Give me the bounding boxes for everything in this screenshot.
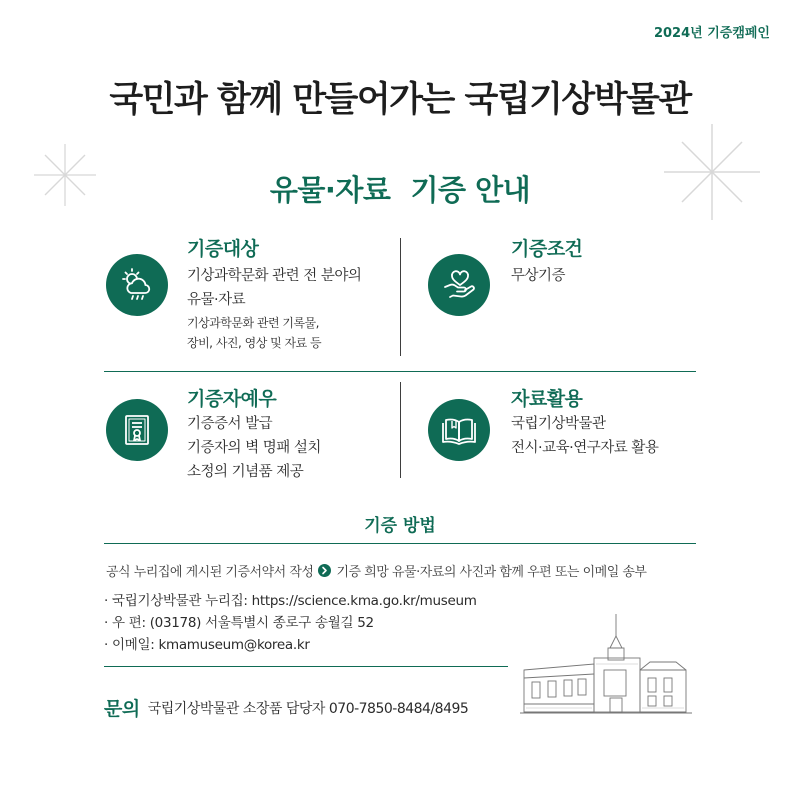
benefit-line: 소정의 기념품 제공 bbox=[187, 464, 304, 480]
method-step-2: 기증 희망 유물·자료의 사진과 함께 우편 또는 이메일 송부 bbox=[336, 565, 647, 580]
contact-text: 국립기상박물관 소장품 담당자 070-7850-8484/8495 bbox=[147, 700, 469, 717]
heart-hand-icon bbox=[428, 254, 490, 316]
target-subline: 장비, 사진, 영상 및 자료 등 bbox=[187, 336, 322, 350]
method-step-1: 공식 누리집에 게시된 기증서약서 작성 bbox=[106, 565, 314, 580]
method-info-list bbox=[104, 590, 477, 656]
museum-building-icon bbox=[520, 612, 692, 716]
weather-icon bbox=[106, 254, 168, 316]
campaign-tag: 2024년 기증캠페인 bbox=[653, 26, 770, 41]
usage-text bbox=[511, 412, 658, 460]
method-flow bbox=[106, 561, 647, 580]
target-line: 유물·자료 bbox=[187, 292, 246, 308]
usage-line: 전시·교육·연구자료 활용 bbox=[511, 440, 659, 456]
contact-label: 문의 bbox=[104, 698, 140, 720]
section-title-target: 기증대상 bbox=[187, 238, 259, 260]
usage-line: 국립기상박물관 bbox=[511, 416, 606, 432]
info-email[interactable]: · 이메일: kmamuseum@korea.kr bbox=[104, 637, 310, 653]
condition-line: 무상기증 bbox=[511, 268, 566, 284]
page-title: 국민과 함께 만들어가는 국립기상박물관 bbox=[109, 80, 691, 120]
divider-method bbox=[104, 543, 696, 544]
section-title-benefit: 기증자예우 bbox=[187, 388, 277, 410]
subtitle bbox=[0, 168, 800, 209]
target-line: 기상과학문화 관련 전 분야의 bbox=[187, 268, 362, 284]
divider-horizontal-mid bbox=[104, 371, 696, 372]
benefit-line: 기증증서 발급 bbox=[187, 416, 273, 432]
method-title: 기증 방법 bbox=[364, 516, 436, 536]
benefit-line: 기증자의 벽 명패 설치 bbox=[187, 440, 321, 456]
certificate-icon bbox=[106, 399, 168, 461]
info-address: · 우 편: (03178) 서울특별시 종로구 송월길 52 bbox=[104, 615, 374, 631]
subtitle-left: 유물·자료 bbox=[269, 173, 391, 207]
target-text bbox=[187, 264, 361, 312]
divider-vertical-top bbox=[400, 238, 401, 356]
divider-vertical-bottom bbox=[400, 382, 401, 478]
contact bbox=[104, 694, 468, 721]
condition-text bbox=[511, 264, 565, 288]
subtitle-right: 기증 안내 bbox=[410, 173, 531, 207]
section-title-condition: 기증조건 bbox=[511, 238, 583, 260]
section-title-usage: 자료활용 bbox=[511, 388, 583, 410]
target-subline: 기상과학문화 관련 기록물, bbox=[187, 316, 319, 330]
benefit-text bbox=[187, 412, 321, 484]
arrow-right-icon bbox=[318, 564, 331, 577]
divider-contact bbox=[104, 666, 508, 667]
open-book-icon bbox=[428, 399, 490, 461]
info-website[interactable]: · 국립기상박물관 누리집: https://science.kma.go.kr/museum bbox=[104, 593, 477, 609]
target-subtext bbox=[187, 313, 321, 353]
